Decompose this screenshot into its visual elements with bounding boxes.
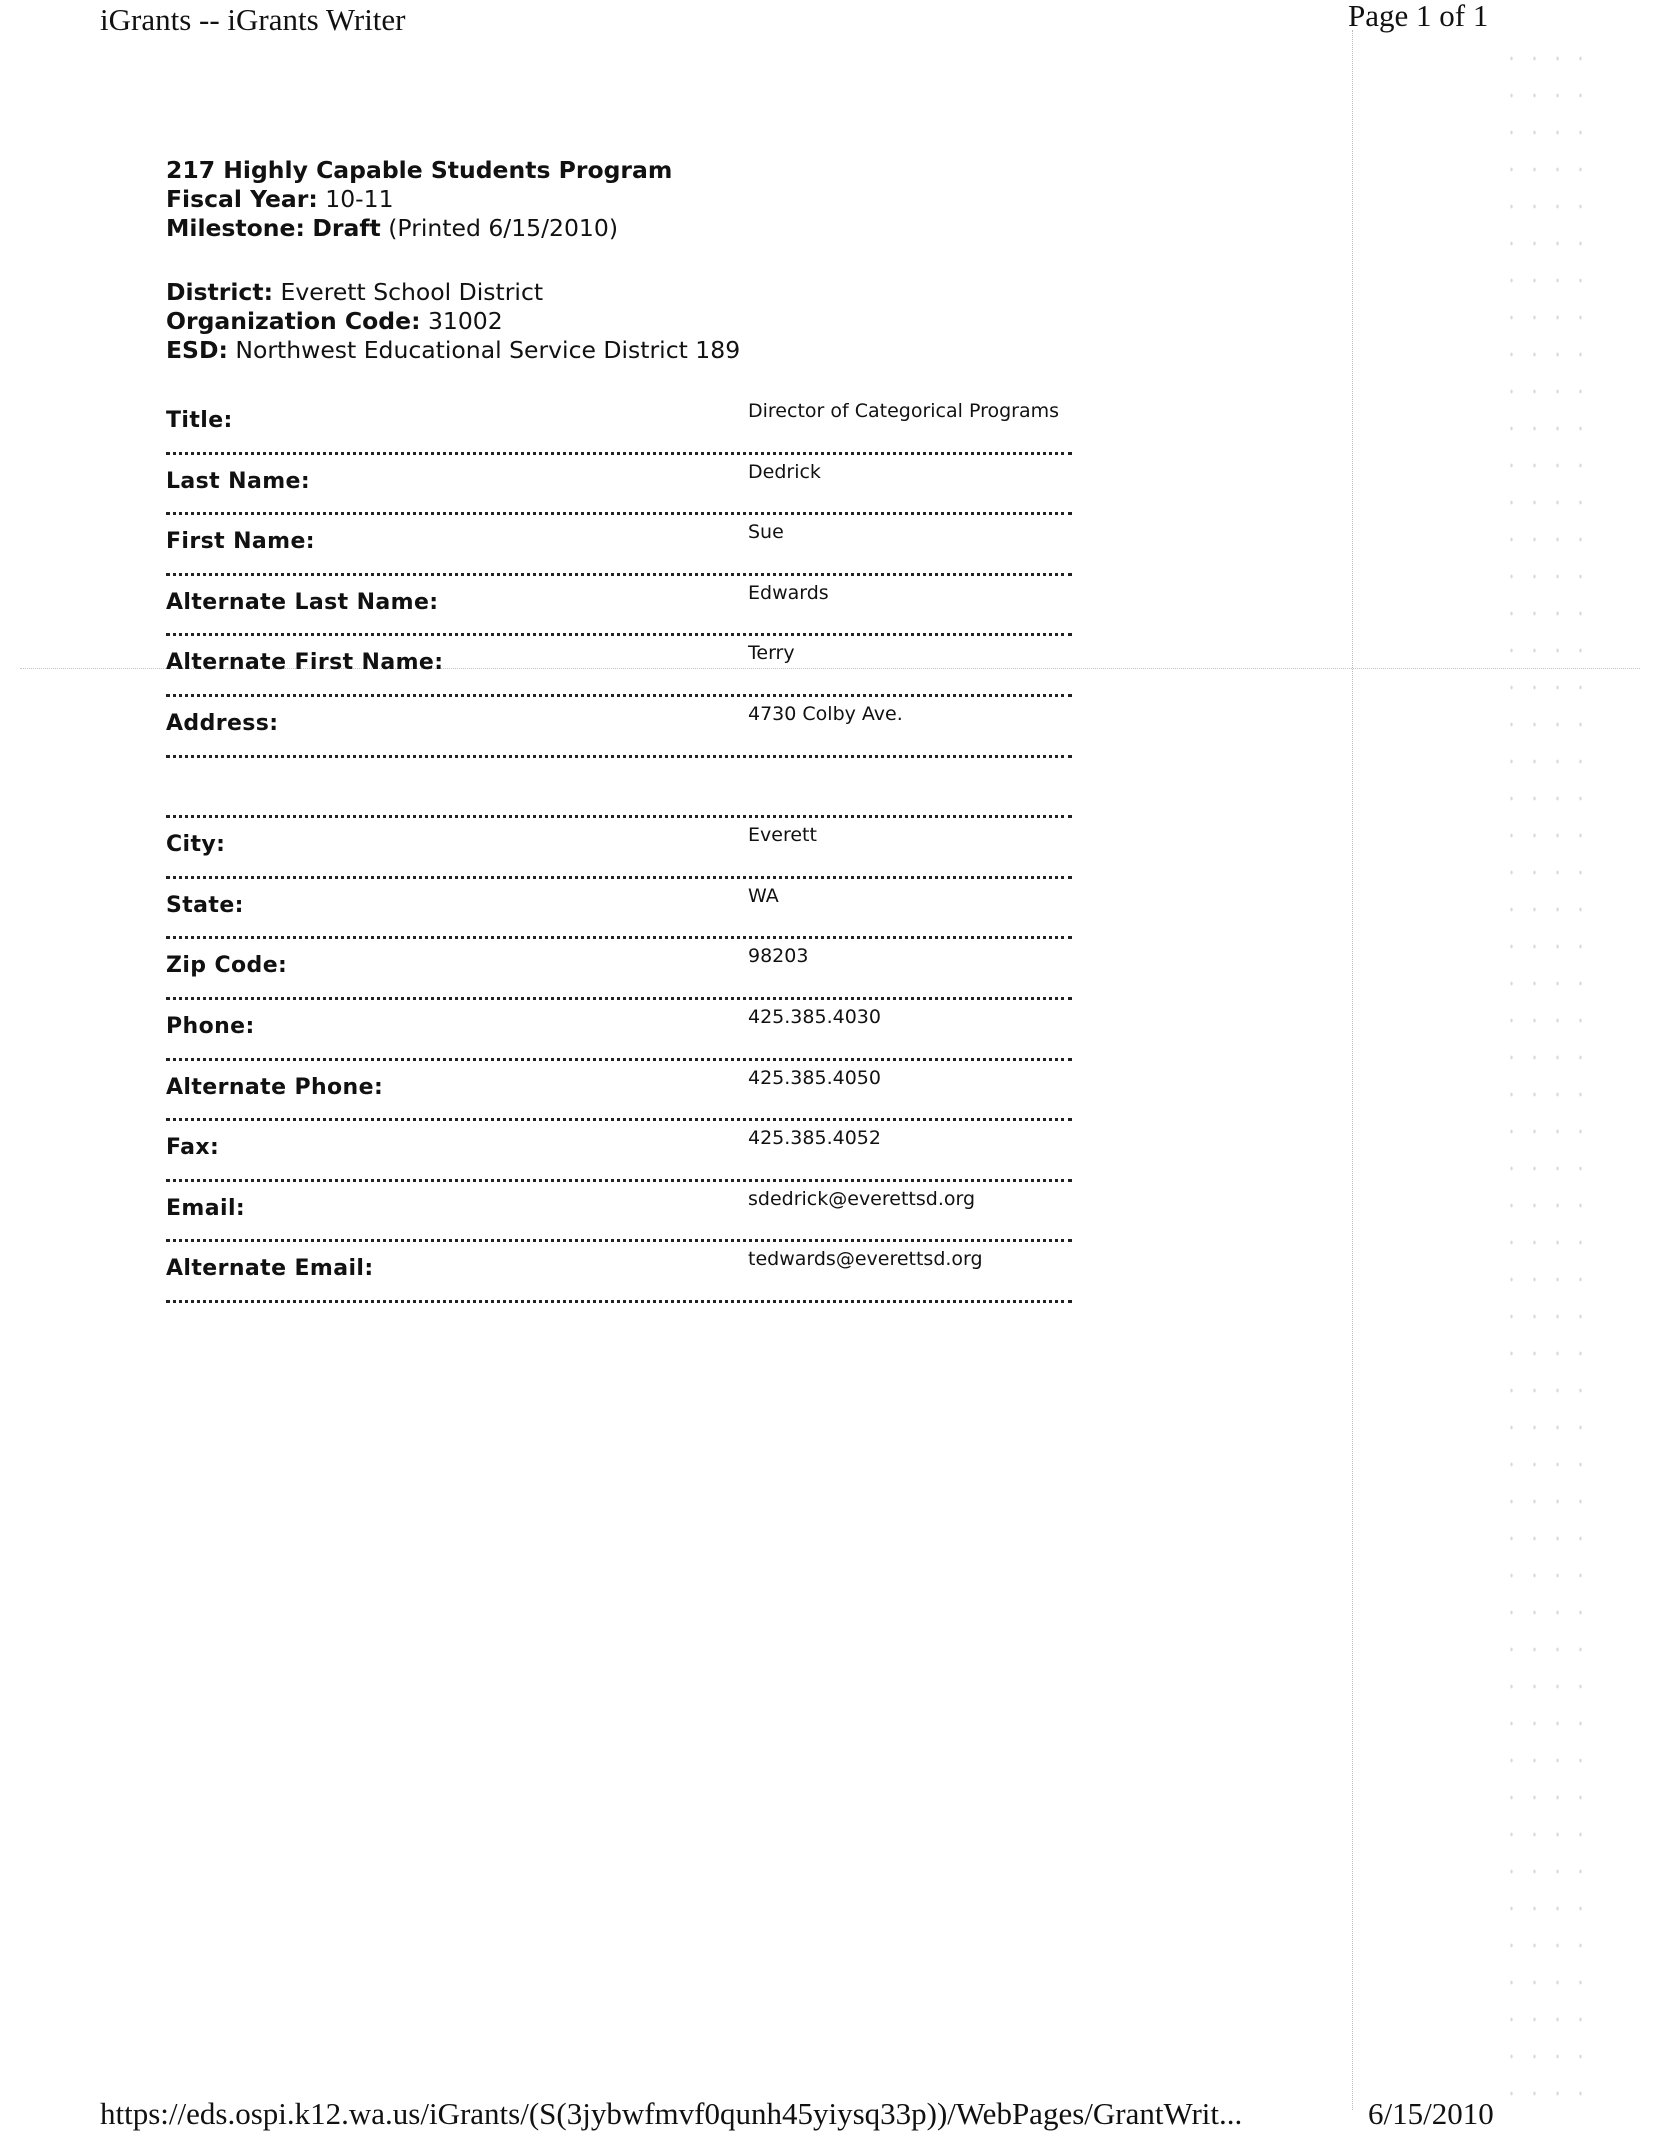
fiscal-year-label: Fiscal Year:	[166, 185, 318, 213]
print-footer-url: https://eds.ospi.k12.wa.us/iGrants/(S(3jybwfmvf0qunh45yiysq33p))/WebPages/GrantWrit...	[100, 2096, 1243, 2131]
field-label: Zip Code:	[166, 953, 288, 979]
field-label: Title:	[166, 408, 233, 433]
scan-fold-line	[1352, 30, 1353, 2110]
fiscal-year-line	[166, 185, 672, 214]
contact-row-phone	[166, 1000, 1072, 1061]
contact-row-zip-code	[166, 939, 1072, 1000]
district-value: Everett School District	[280, 278, 544, 306]
field-value: tedwards@everettsd.org	[748, 1248, 983, 1271]
program-title: 217 Highly Capable Students Program	[166, 156, 673, 184]
contact-row-alternate-email	[166, 1242, 1072, 1303]
field-value: Sue	[748, 521, 784, 544]
contact-row-city	[166, 818, 1072, 879]
print-header-page-number: Page 1 of 1	[1348, 0, 1489, 33]
field-label: Alternate Phone:	[166, 1074, 384, 1100]
contact-row-last-name	[166, 455, 1072, 516]
field-value: 425.385.4030	[748, 1005, 881, 1028]
field-value: sdedrick@everettsd.org	[748, 1187, 976, 1210]
field-value: Director of Categorical Programs	[748, 400, 1060, 422]
district-line	[166, 278, 740, 307]
contact-row-email	[166, 1182, 1072, 1243]
milestone-line	[166, 214, 672, 243]
scan-speckle	[1500, 40, 1590, 2100]
print-footer-date: 6/15/2010	[1368, 2096, 1494, 2131]
contact-row-address	[166, 697, 1072, 758]
field-label: State:	[166, 892, 244, 918]
field-label: Email:	[166, 1195, 246, 1221]
org-code-label: Organization Code:	[166, 307, 421, 335]
field-value: Terry	[748, 642, 795, 665]
org-code-line	[166, 307, 740, 336]
field-label: Last Name:	[166, 468, 311, 494]
milestone-label: Milestone:	[166, 214, 305, 242]
field-label: First Name:	[166, 529, 315, 555]
milestone-value: Draft	[312, 214, 381, 242]
field-value: Everett	[748, 824, 817, 847]
field-value: 425.385.4050	[748, 1066, 881, 1089]
contact-row-first-name	[166, 515, 1072, 576]
field-value: 425.385.4052	[748, 1127, 881, 1150]
contact-row-state	[166, 879, 1072, 940]
field-label: City:	[166, 832, 226, 858]
print-header-title: iGrants -- iGrants Writer	[100, 2, 406, 37]
district-label: District:	[166, 278, 273, 306]
esd-line	[166, 336, 740, 365]
org-code-value: 31002	[427, 307, 503, 335]
dotted-divider	[166, 1300, 1072, 1303]
field-label: Phone:	[166, 1013, 255, 1039]
printed-date: (Printed 6/15/2010)	[388, 214, 618, 242]
field-label: Alternate Last Name:	[166, 589, 439, 615]
contact-row-alternate-phone	[166, 1061, 1072, 1122]
contact-row-alternate-last-name	[166, 576, 1072, 637]
field-label: Alternate Email:	[166, 1256, 374, 1282]
contact-row-alternate-first-name	[166, 636, 1072, 697]
contact-table	[166, 394, 1072, 1303]
esd-value: Northwest Educational Service District 189	[235, 336, 741, 364]
field-value: 98203	[748, 945, 809, 968]
contact-row-title	[166, 394, 1072, 455]
contact-row-address-line-2	[166, 758, 1072, 819]
esd-label: ESD:	[166, 336, 228, 364]
fiscal-year-value: 10-11	[325, 185, 394, 213]
field-value: WA	[748, 884, 779, 907]
field-label: Address:	[166, 710, 279, 736]
contact-row-fax	[166, 1121, 1072, 1182]
field-label: Alternate First Name:	[166, 650, 444, 676]
field-value: 4730 Colby Ave.	[748, 702, 903, 725]
field-value: Edwards	[748, 581, 829, 604]
organization-block	[166, 278, 740, 365]
field-value: Dedrick	[748, 460, 821, 483]
program-header	[166, 156, 672, 243]
field-label: Fax:	[166, 1135, 220, 1161]
